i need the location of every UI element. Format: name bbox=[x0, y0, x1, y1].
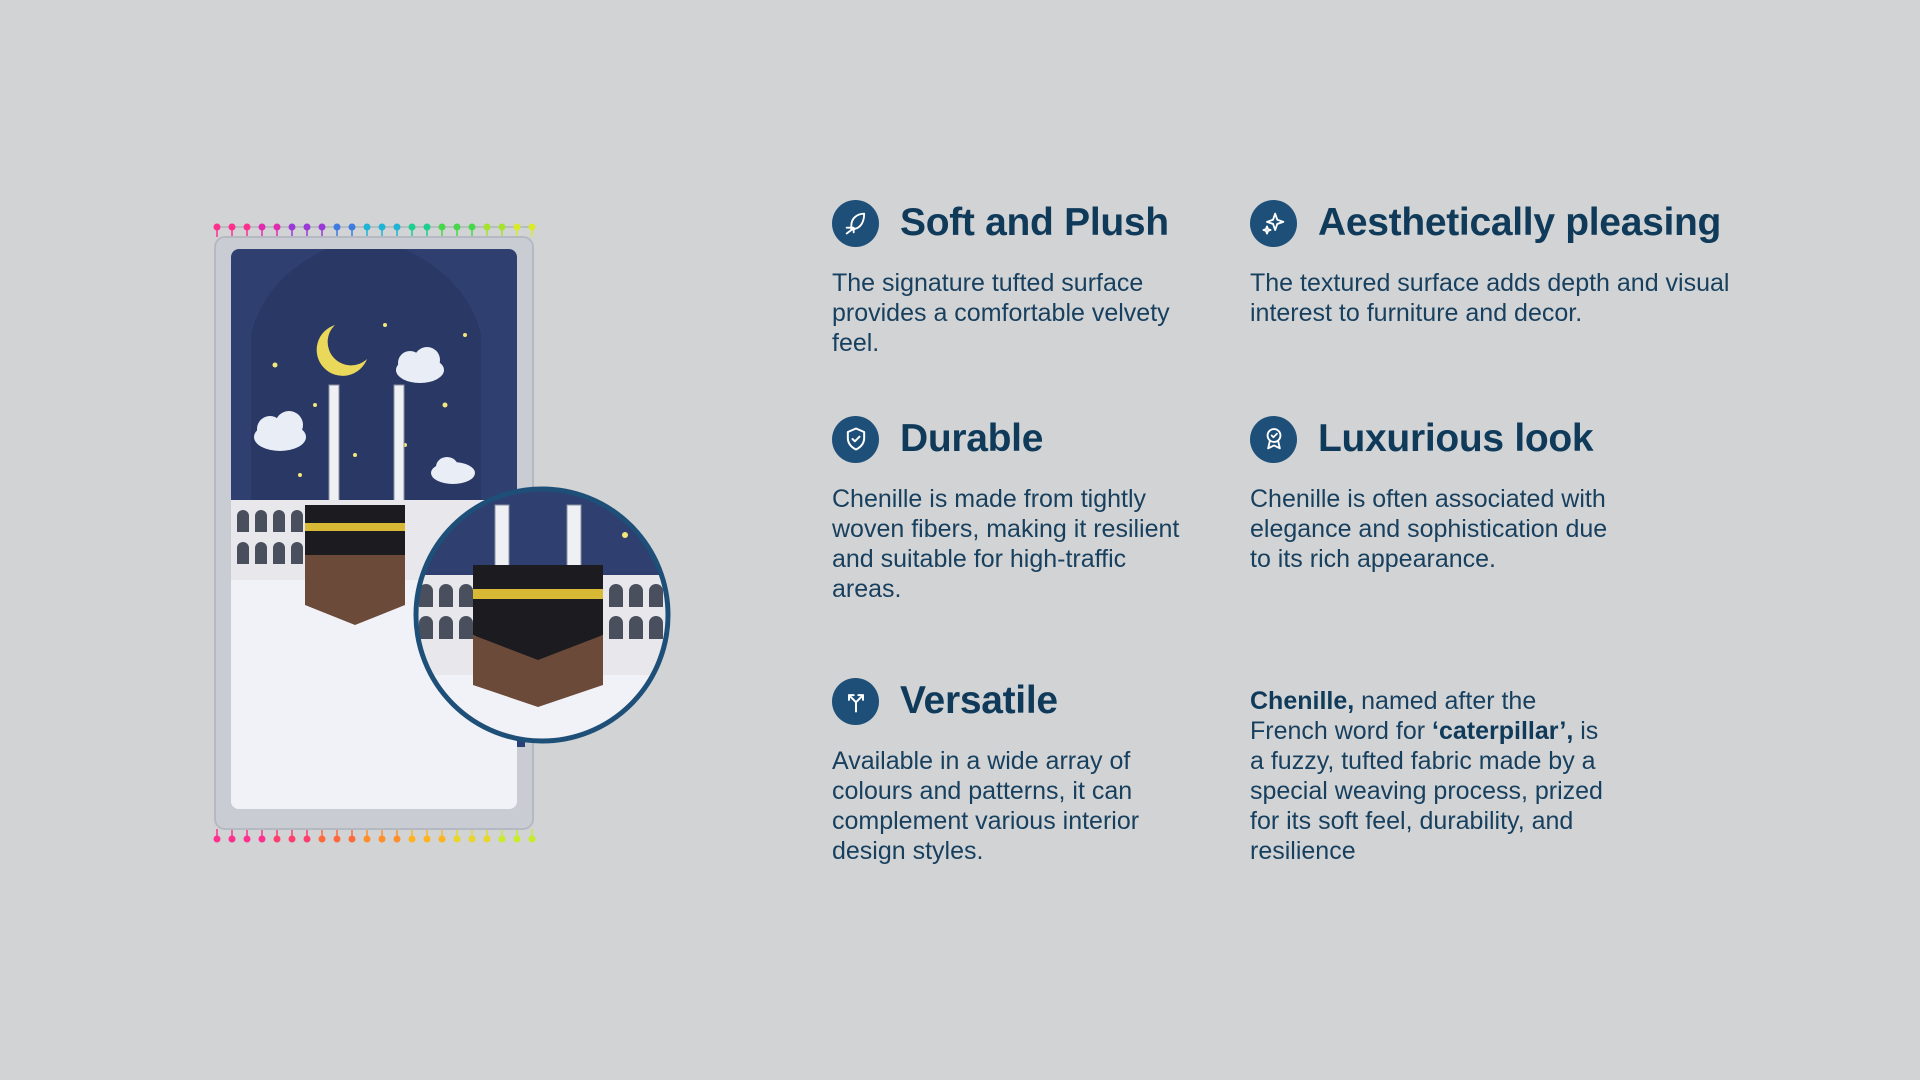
top-tassels-row bbox=[214, 224, 536, 238]
feature-durable bbox=[832, 414, 1192, 604]
note-word: ‘caterpillar’, bbox=[1432, 717, 1574, 745]
feature-title: Luxurious look bbox=[1318, 417, 1594, 460]
note-term: Chenille, bbox=[1250, 687, 1355, 715]
feature-description: Chenille is made from tightly woven fibers, making it resilient and suitable for high-traffic areas. bbox=[832, 485, 1180, 603]
feather-hand-icon bbox=[832, 200, 879, 247]
product-image bbox=[205, 205, 685, 865]
chenille-note bbox=[1250, 686, 1610, 866]
bottom-tassels-row bbox=[214, 829, 536, 843]
feature-title: Soft and Plush bbox=[900, 201, 1169, 244]
feature-aesthetically-pleasing bbox=[1250, 198, 1730, 328]
feature-soft-and-plush bbox=[832, 198, 1192, 358]
sparkles-icon bbox=[1250, 200, 1297, 247]
feature-description: Available in a wide array of colours and patterns, it can complement various interior design styles. bbox=[832, 747, 1140, 865]
feature-title: Versatile bbox=[900, 679, 1058, 722]
award-ribbon-icon bbox=[1250, 416, 1297, 463]
feature-title: Aesthetically pleasing bbox=[1318, 201, 1722, 244]
prayer-rug-illustration bbox=[205, 205, 685, 865]
arrows-split-icon bbox=[832, 678, 879, 725]
feature-luxurious-look bbox=[1250, 414, 1610, 574]
note-text-1: named after the French word for bbox=[1250, 687, 1537, 745]
shield-check-icon bbox=[832, 416, 879, 463]
feature-title: Durable bbox=[900, 417, 1044, 460]
feature-versatile bbox=[832, 676, 1192, 866]
feature-description: The signature tufted surface provides a comfortable velvety feel. bbox=[832, 269, 1170, 357]
feature-description: Chenille is often associated with elegance and sophistication due to its rich appearance. bbox=[1250, 485, 1608, 573]
note-text-2: is a fuzzy, tufted fabric made by a special weaving process, prized for its soft feel, durability, and resilience bbox=[1250, 717, 1603, 865]
feature-description: The textured surface adds depth and visual interest to furniture and decor. bbox=[1250, 269, 1730, 327]
